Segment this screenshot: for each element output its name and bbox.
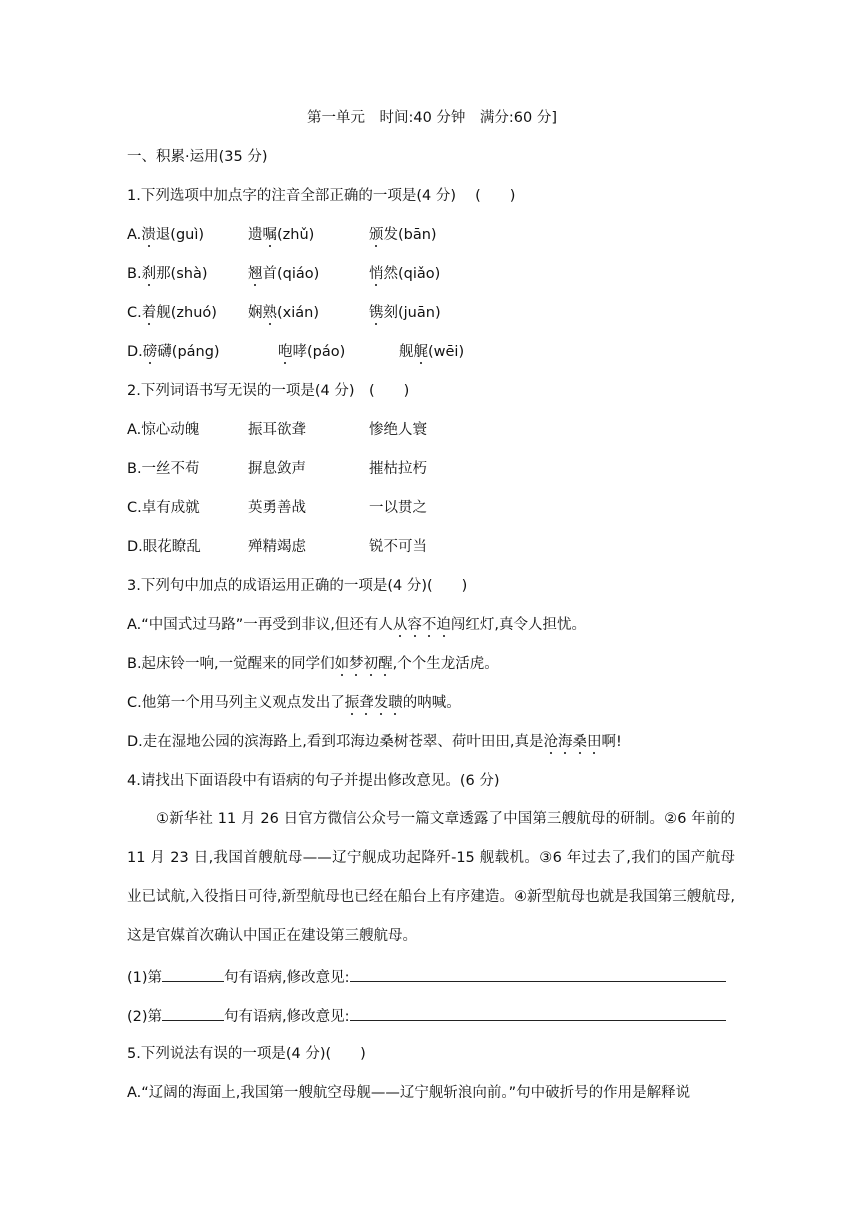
dotted-character: 熟 — [262, 305, 277, 321]
dotted-character: 溃 — [141, 227, 156, 243]
q2-option-item: 一以贯之 — [369, 500, 427, 516]
option-label: A. — [127, 227, 142, 243]
text-post: 礴(páng) — [157, 344, 220, 360]
text-post: (wēi) — [428, 344, 465, 360]
q2-option-item: 摧枯拉朽 — [369, 461, 427, 477]
dotted-character: 着 — [141, 305, 157, 321]
q1-option-item — [369, 303, 441, 323]
q2-option-item: D.眼花瞭乱 — [127, 539, 201, 555]
q4-passage: ①新华社 11 月 26 日官方微信公众号一篇文章透露了中国第三艘航母的研制。②6 年前的 11 月 23 日,我国首艘航母——辽宁舰成功起降歼-15 舰载机。③6 年过去了,我们的国产航母业已试航,入役指日可待,新型航母也已经在船台上有序建造。④新型航母也就是我国第三艘航母,这是官媒首次确认中国正在建设第三艘航母。 — [127, 811, 735, 944]
q2-option-item: 锐不可当 — [369, 539, 427, 555]
answer-prefix: (1)第 — [127, 970, 163, 986]
dotted-text — [544, 734, 602, 750]
q3-option-d — [127, 732, 622, 752]
text-post: 舰(zhuó) — [156, 305, 217, 321]
text-post: 啊! — [601, 734, 622, 750]
q2-option-item: 惨绝人寰 — [369, 422, 427, 438]
dotted-character: 艉 — [413, 344, 428, 360]
q1-option-item — [248, 225, 314, 245]
text-post: ,个个生龙活虎。 — [392, 656, 499, 672]
text-pre: A.“中国式过马路”一再受到非议,但还有人 — [127, 617, 393, 633]
text-post: 的呐喊。 — [402, 695, 461, 711]
q1-option-item — [127, 342, 220, 362]
dotted-character: 颁 — [369, 227, 384, 243]
dotted-character: 从 — [392, 617, 408, 633]
dotted-character: 发 — [373, 695, 389, 711]
q4-answer-1 — [127, 966, 726, 988]
section-heading: 一、积累·运用(35 分) — [127, 149, 268, 165]
text-pre: 舰 — [399, 344, 414, 360]
dotted-character: 梦 — [349, 656, 364, 672]
dotted-character: 翘 — [248, 266, 263, 282]
option-label: D. — [127, 344, 143, 360]
dotted-character: 醒 — [378, 656, 393, 672]
text-post: 首(qiáo) — [262, 266, 320, 282]
q1-option-item — [248, 264, 319, 284]
q2-option-item: B.一丝不苟 — [127, 461, 200, 477]
q4-answer-2 — [127, 1005, 726, 1027]
q2-option-item: 英勇善战 — [248, 500, 306, 516]
q3-option-a — [127, 615, 586, 635]
answer-prefix: (2)第 — [127, 1009, 163, 1025]
text-post: 退(guì) — [155, 227, 205, 243]
dotted-character: 嘱 — [262, 227, 277, 243]
dotted-character: 镌 — [369, 305, 384, 321]
text-post: 哮(páo) — [292, 344, 346, 360]
q1-option-item — [127, 303, 217, 323]
dotted-character: 咆 — [278, 344, 293, 360]
q2-option-item: 殚精竭虑 — [248, 539, 306, 555]
q1-stem: 1.下列选项中加点字的注音全部正确的一项是(4 分) ( ) — [127, 188, 516, 204]
text-post: 然(qiǎo) — [383, 266, 441, 282]
dotted-character: 田 — [587, 734, 602, 750]
revision-blank[interactable] — [350, 1005, 726, 1021]
q1-option-item — [127, 225, 204, 245]
dotted-character: 悄 — [369, 266, 384, 282]
text-post: 刻(juān) — [383, 305, 441, 321]
dotted-character: 振 — [344, 695, 360, 711]
dotted-character: 沧 — [543, 734, 558, 750]
q2-stem: 2.下列词语书写无误的一项是(4 分) ( ) — [127, 383, 410, 399]
dotted-character: 桑 — [572, 734, 587, 750]
dotted-character: 不 — [421, 617, 437, 633]
option-label: B. — [127, 266, 142, 282]
q1-option-item — [127, 264, 208, 284]
q3-option-b — [127, 654, 499, 674]
dotted-character: 如 — [334, 656, 350, 672]
dotted-character: 聩 — [388, 695, 403, 711]
sentence-number-blank[interactable] — [162, 1005, 224, 1021]
page-header: 第一单元 时间:40 分钟 满分:60 分] — [306, 110, 558, 126]
dotted-text — [335, 656, 393, 672]
text-pre: 遗 — [248, 227, 263, 243]
text-pre: C.他第一个用马列主义观点发出了 — [127, 695, 345, 711]
text-post: 那(shà) — [156, 266, 208, 282]
text-post: (xián) — [277, 305, 319, 321]
text-post: (zhǔ) — [277, 227, 315, 243]
dotted-character: 聋 — [359, 695, 374, 711]
text-post: 闯红灯,真令人担忧。 — [450, 617, 587, 633]
q5-stem: 5.下列说法有误的一项是(4 分)( ) — [127, 1046, 366, 1062]
dotted-character: 刹 — [141, 266, 157, 282]
q2-option-item: C.卓有成就 — [127, 500, 200, 516]
q2-option-item: 振耳欲聋 — [248, 422, 306, 438]
dotted-text — [345, 695, 403, 711]
dotted-text — [393, 617, 451, 633]
q1-option-item — [278, 342, 345, 362]
q2-option-item: 摒息敛声 — [248, 461, 306, 477]
text-post: 发(bān) — [383, 227, 437, 243]
q3-stem: 3.下列句中加点的成语运用正确的一项是(4 分)( ) — [127, 578, 468, 594]
text-pre: B.起床铃一响,一觉醒来的同学们 — [127, 656, 335, 672]
q1-option-item — [399, 342, 464, 362]
sentence-number-blank[interactable] — [162, 966, 224, 982]
answer-mid: 句有语病,修改意见: — [224, 970, 350, 986]
q5-option-a: A.“辽阔的海面上,我国第一艘航空母舰——辽宁舰斩浪向前。”句中破折号的作用是解释说 — [127, 1085, 691, 1101]
option-label: C. — [127, 305, 142, 321]
q1-option-item — [248, 303, 319, 323]
dotted-character: 磅 — [142, 344, 158, 360]
text-pre: D.走在湿地公园的滨海路上,看到邛海边桑树苍翠、荷叶田田,真是 — [127, 734, 544, 750]
dotted-character: 初 — [363, 656, 379, 672]
dotted-character: 迫 — [436, 617, 451, 633]
dotted-character: 容 — [407, 617, 422, 633]
text-pre: 娴 — [248, 305, 263, 321]
answer-mid: 句有语病,修改意见: — [224, 1009, 350, 1025]
q3-option-c — [127, 693, 461, 713]
revision-blank[interactable] — [350, 966, 726, 982]
dotted-character: 海 — [558, 734, 573, 750]
q4-stem: 4.请找出下面语段中有语病的句子并提出修改意见。(6 分) — [127, 773, 500, 789]
q1-option-item — [369, 264, 440, 284]
q2-option-item: A.惊心动魄 — [127, 422, 200, 438]
q1-option-item — [369, 225, 437, 245]
